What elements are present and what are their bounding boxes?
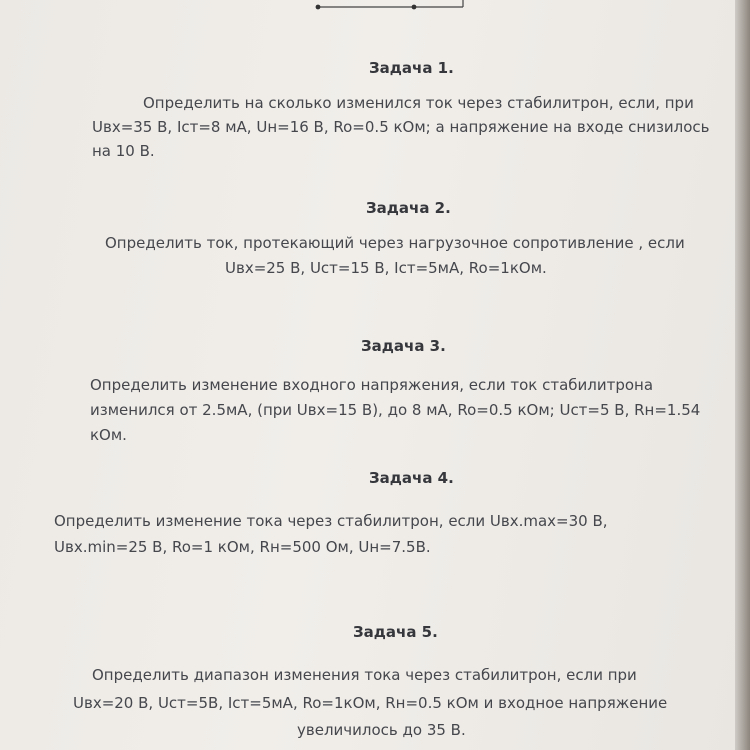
- circuit-node-middle: [412, 5, 417, 10]
- task-4-line-2: Uвх.min=25 В, Ro=1 кОм, Rн=500 Ом, Uн=7.5В.: [54, 538, 431, 556]
- task-1-line-2: Uвх=35 В, Iст=8 мА, Uн=16 В, Ro=0.5 кОм; а напряжение на входе снизилось: [92, 118, 710, 136]
- task-5-line-3: увеличилось до 35 В.: [297, 721, 466, 739]
- page-edge-shadow: [735, 0, 750, 750]
- task-3-heading: Задача 3.: [361, 337, 446, 355]
- task-2-line-2: Uвх=25 В, Uст=15 В, Iст=5мА, Ro=1кОм.: [225, 259, 547, 277]
- task-2-line-1: Определить ток, протекающий через нагрузочное сопротивление , если: [105, 234, 685, 252]
- task-3-line-2: изменился от 2.5мА, (при Uвх=15 В), до 8 мА, Ro=0.5 кОм; Uст=5 В, Rн=1.54: [90, 401, 701, 419]
- task-3-line-3: кОм.: [90, 426, 127, 444]
- task-1-line-3: на 10 В.: [92, 142, 155, 160]
- task-3-line-1: Определить изменение входного напряжения, если ток стабилитрона: [90, 376, 654, 394]
- task-2-heading: Задача 2.: [366, 199, 451, 217]
- circuit-diagram-fragment: [0, 0, 735, 20]
- task-5-line-2: Uвх=20 В, Uст=5В, Iст=5мА, Ro=1кОм, Rн=0.5 кОм и входное напряжение: [73, 694, 668, 712]
- task-4-heading: Задача 4.: [369, 469, 454, 487]
- task-1-line-1: Определить на сколько изменился ток через стабилитрон, если, при: [143, 94, 694, 112]
- task-4-line-1: Определить изменение тока через стабилитрон, если Uвх.max=30 В,: [54, 512, 608, 530]
- circuit-node-left: [316, 5, 321, 10]
- task-5-heading: Задача 5.: [353, 623, 438, 641]
- task-1-heading: Задача 1.: [369, 59, 454, 77]
- task-5-line-1: Определить диапазон изменения тока через стабилитрон, если при: [92, 666, 637, 684]
